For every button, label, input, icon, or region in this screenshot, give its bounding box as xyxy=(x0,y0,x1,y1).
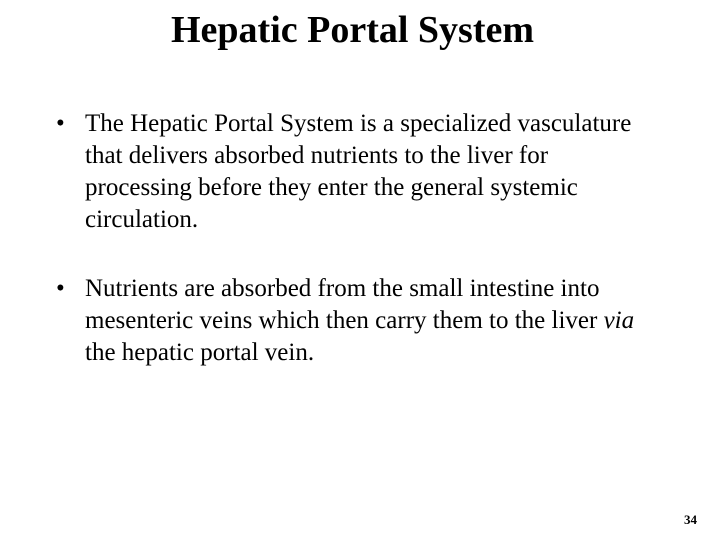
bullet-item-nutrient-absorption xyxy=(56,273,656,369)
bullet-text-after: the hepatic portal vein. xyxy=(85,339,315,366)
bullet-emphasis: via xyxy=(603,307,635,334)
bullet-icon: • xyxy=(56,110,65,137)
slide-title: Hepatic Portal System xyxy=(170,9,535,51)
bullet-item-portal-system xyxy=(56,108,656,236)
bullet-list xyxy=(56,108,656,406)
page-number: 34 xyxy=(684,512,697,527)
bullet-text-before: Nutrients are absorbed from the small intestine into mesenteric veins which then carry them to the liver xyxy=(85,275,604,334)
bullet-icon: • xyxy=(56,275,65,302)
bullet-text: The Hepatic Portal System is a specialized vasculature that delivers absorbed nutrients to the liver for processing before they enter the general systemic circulation. xyxy=(85,110,632,233)
